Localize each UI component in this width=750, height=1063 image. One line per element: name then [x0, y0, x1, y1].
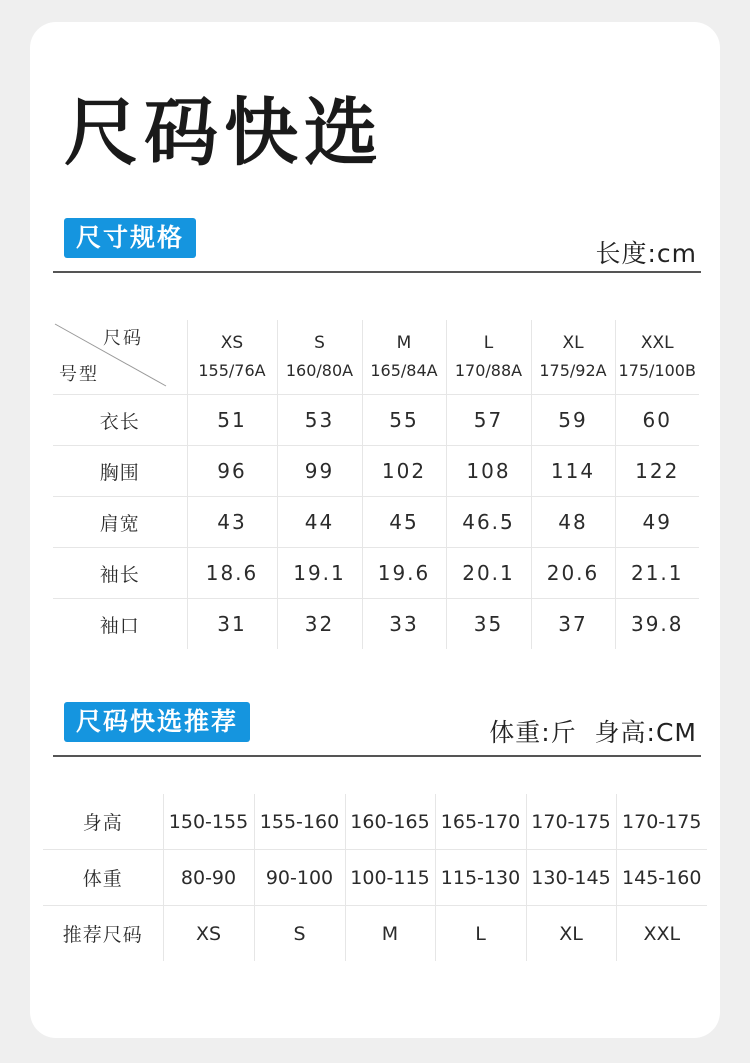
rec-cell: 170-175: [526, 794, 616, 850]
spec-cell: 21.1: [615, 548, 699, 599]
spec-header-cell: [615, 320, 699, 395]
model-label: 160/80A: [285, 361, 354, 380]
row-label: 体重: [43, 850, 163, 906]
spec-cell: 43: [187, 497, 277, 548]
row-label: 袖长: [53, 548, 187, 599]
rec-row-height: [43, 794, 707, 850]
spec-cell: 19.1: [277, 548, 362, 599]
rec-cell: 165-170: [435, 794, 526, 850]
spec-row-chest: [53, 446, 699, 497]
row-label: 肩宽: [53, 497, 187, 548]
rec-cell: 90-100: [254, 850, 345, 906]
rec-cell: XXL: [616, 906, 707, 962]
spec-cell: 51: [187, 395, 277, 446]
row-label: 胸围: [53, 446, 187, 497]
rec-cell: XL: [526, 906, 616, 962]
spec-cell: 44: [277, 497, 362, 548]
spec-corner-cell: [53, 320, 187, 395]
spec-header-cell: [531, 320, 615, 395]
size-spec-table: [53, 320, 699, 649]
size-label: S: [314, 333, 325, 353]
rec-cell: 170-175: [616, 794, 707, 850]
spec-cell: 57: [446, 395, 531, 446]
corner-model-label: 号型: [59, 364, 99, 385]
rec-cell: 160-165: [345, 794, 435, 850]
spec-divider: [53, 271, 701, 273]
spec-cell: 48: [531, 497, 615, 548]
model-label: 155/76A: [198, 361, 266, 380]
recommend-section-badge: 尺码快选推荐: [64, 702, 250, 742]
spec-section-badge: 尺寸规格: [64, 218, 196, 258]
spec-cell: 18.6: [187, 548, 277, 599]
spec-row-length: [53, 395, 699, 446]
model-label: 175/100B: [618, 361, 696, 380]
spec-cell: 122: [615, 446, 699, 497]
spec-cell: 59: [531, 395, 615, 446]
spec-header-cell: [277, 320, 362, 395]
rec-cell: L: [435, 906, 526, 962]
spec-cell: 60: [615, 395, 699, 446]
spec-header-cell: [187, 320, 277, 395]
recommend-divider: [53, 755, 701, 757]
spec-row-sleeve-length: [53, 548, 699, 599]
spec-row-cuff: [53, 599, 699, 650]
rec-row-size: [43, 906, 707, 962]
rec-cell: 80-90: [163, 850, 254, 906]
spec-cell: 20.6: [531, 548, 615, 599]
rec-cell: 115-130: [435, 850, 526, 906]
spec-cell: 33: [362, 599, 446, 650]
spec-cell: 114: [531, 446, 615, 497]
spec-cell: 46.5: [446, 497, 531, 548]
row-label: 袖口: [53, 599, 187, 650]
size-recommend-table: [43, 794, 707, 961]
rec-cell: 100-115: [345, 850, 435, 906]
model-label: 170/88A: [454, 361, 523, 380]
spec-header-cell: [362, 320, 446, 395]
rec-row-weight: [43, 850, 707, 906]
size-label: M: [396, 333, 412, 353]
model-label: 165/84A: [370, 361, 438, 380]
spec-cell: 108: [446, 446, 531, 497]
spec-cell: 55: [362, 395, 446, 446]
row-label: 推荐尺码: [43, 906, 163, 962]
spec-cell: 37: [531, 599, 615, 650]
spec-header-row: [53, 320, 699, 395]
spec-cell: 53: [277, 395, 362, 446]
size-label: L: [483, 333, 494, 353]
spec-cell: 31: [187, 599, 277, 650]
page-title: 尺码快选: [64, 90, 384, 176]
rec-cell: 150-155: [163, 794, 254, 850]
spec-cell: 45: [362, 497, 446, 548]
size-label: XXL: [640, 333, 674, 353]
spec-cell: 49: [615, 497, 699, 548]
rec-cell: 155-160: [254, 794, 345, 850]
row-label: 衣长: [53, 395, 187, 446]
spec-cell: 32: [277, 599, 362, 650]
spec-row-shoulder: [53, 497, 699, 548]
spec-cell: 35: [446, 599, 531, 650]
spec-cell: 39.8: [615, 599, 699, 650]
spec-cell: 99: [277, 446, 362, 497]
size-label: XL: [562, 333, 584, 353]
rec-cell: 130-145: [526, 850, 616, 906]
spec-cell: 96: [187, 446, 277, 497]
spec-header-cell: [446, 320, 531, 395]
rec-cell: M: [345, 906, 435, 962]
spec-cell: 20.1: [446, 548, 531, 599]
rec-cell: XS: [163, 906, 254, 962]
model-label: 175/92A: [539, 361, 607, 380]
rec-cell: 145-160: [616, 850, 707, 906]
corner-size-label: 尺码: [103, 328, 143, 349]
spec-cell: 102: [362, 446, 446, 497]
size-label: XS: [220, 333, 244, 353]
recommend-unit-label: 体重:斤 身高:CM: [489, 718, 697, 747]
spec-unit-label: 长度:cm: [595, 239, 697, 268]
rec-cell: S: [254, 906, 345, 962]
spec-cell: 19.6: [362, 548, 446, 599]
row-label: 身高: [82, 812, 123, 834]
